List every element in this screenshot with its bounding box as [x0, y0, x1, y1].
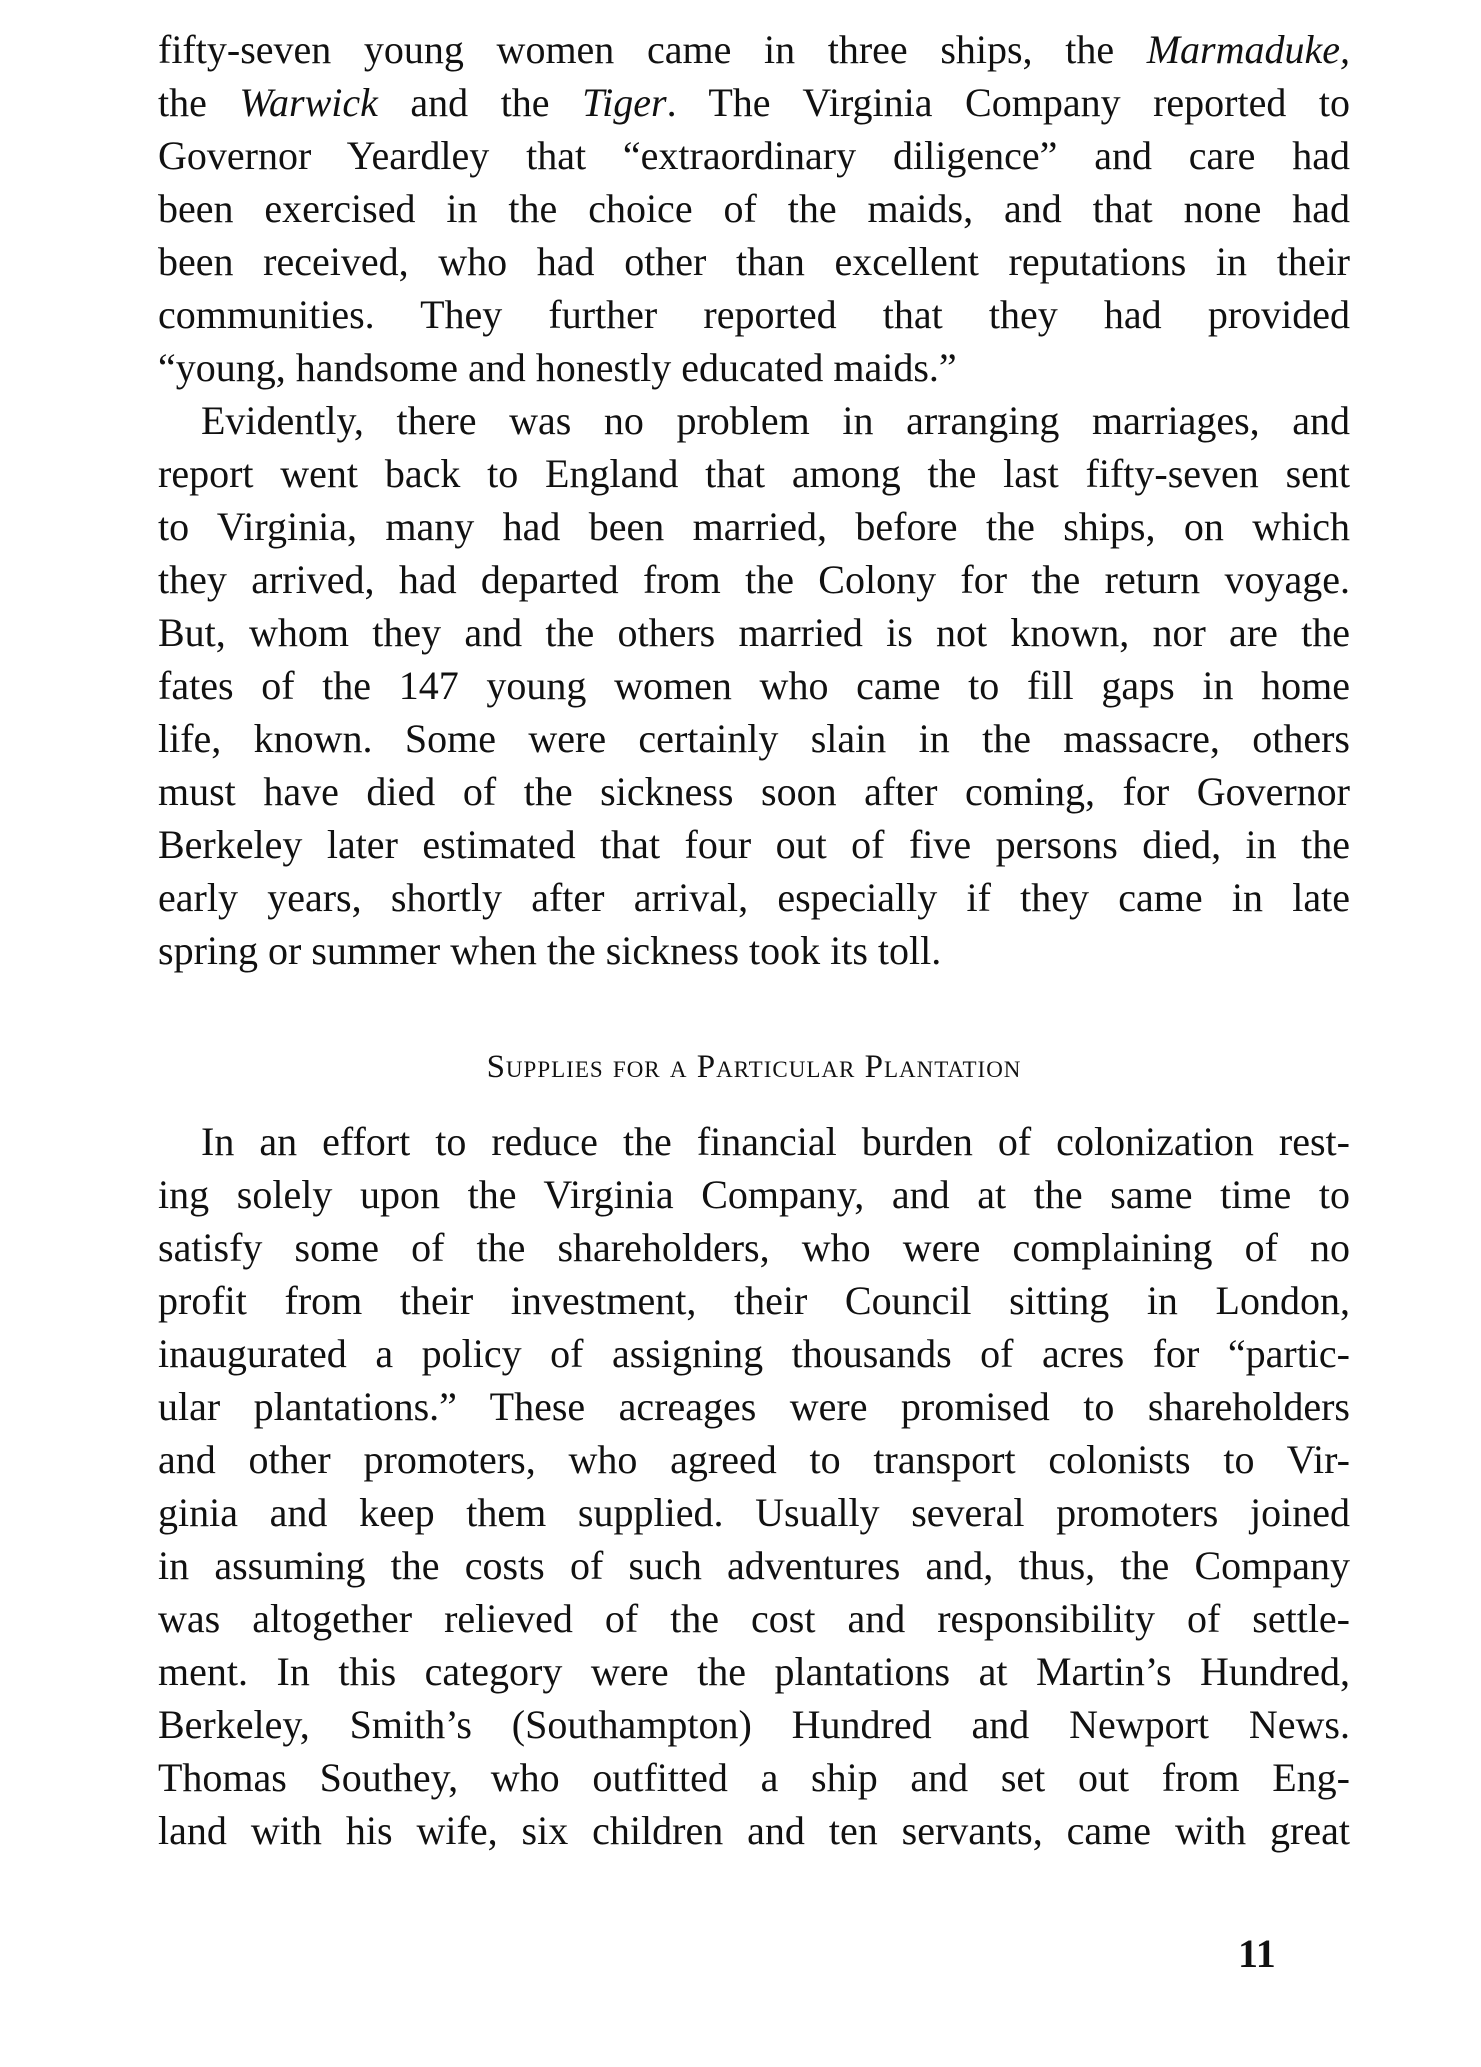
text-run: in assuming the costs of such adventures and, thus, the Company [158, 1543, 1350, 1588]
text-line [158, 765, 1350, 818]
text-line [158, 394, 1350, 447]
text-line [158, 1486, 1350, 1539]
text-line [158, 1221, 1350, 1274]
text-line [158, 1592, 1350, 1645]
text-run: life, known. Some were certainly slain in the massacre, others [158, 716, 1350, 761]
text-run: fates of the 147 young women who came to fill gaps in home [158, 663, 1350, 708]
text-run: ular plantations.” These acreages were promised to shareholders [158, 1384, 1350, 1429]
text-line [158, 1274, 1350, 1327]
text-run: early years, shortly after arrival, especially if they came in late [158, 875, 1350, 920]
paragraph [158, 394, 1350, 977]
text-line [158, 1327, 1350, 1380]
text-run: ment. In this category were the plantations at Martin’s Hundred, [158, 1649, 1350, 1694]
text-line [158, 288, 1350, 341]
text-line [158, 1645, 1350, 1698]
text-line [158, 500, 1350, 553]
text-line [158, 924, 1350, 977]
text-run: Berkeley, Smith’s (Southampton) Hundred and Newport News. [158, 1702, 1350, 1747]
section-heading: Supplies for a Particular Plantation [486, 1049, 1022, 1085]
text-line [158, 129, 1350, 182]
text-run: profit from their investment, their Council sitting in London, [158, 1278, 1350, 1323]
text-run: they arrived, had departed from the Colony for the return voyage. [158, 557, 1350, 602]
text-run: to Virginia, many had been married, before the ships, on which [158, 504, 1350, 549]
text-line [158, 606, 1350, 659]
text-line [158, 659, 1350, 712]
text-run: must have died of the sickness soon after coming, for Governor [158, 769, 1350, 814]
text-run: In an effort to reduce the financial burden of colonization rest- [201, 1119, 1350, 1164]
text-run: But, whom they and the others married is not known, nor are the [158, 610, 1350, 655]
text-run: ing solely upon the Virginia Company, and at the same time to [158, 1172, 1350, 1217]
text-run: report went back to England that among the last fifty-seven sent [158, 451, 1350, 496]
text-line [158, 447, 1350, 500]
text-run: “young, handsome and honestly educated maids.” [158, 345, 957, 390]
text-run: and the [377, 80, 583, 125]
text-run: . The Virginia Company reported to [666, 80, 1351, 125]
paragraph [158, 23, 1350, 394]
text-line [158, 76, 1350, 129]
italic-ship-name: Warwick [239, 80, 378, 125]
text-line [158, 1804, 1350, 1857]
italic-ship-name: Tiger [582, 80, 667, 125]
italic-ship-name: Marmaduke, [1146, 27, 1350, 72]
body-text-after-heading [158, 1115, 1350, 1857]
text-run: Thomas Southey, who outfitted a ship and set out from Eng- [158, 1755, 1350, 1800]
text-run: been received, who had other than excellent reputations in their [158, 239, 1350, 284]
text-line [158, 235, 1350, 288]
text-run: Berkeley later estimated that four out of five persons died, in the [158, 822, 1350, 867]
text-line [158, 818, 1350, 871]
body-text-before-heading [158, 23, 1350, 977]
text-run: satisfy some of the shareholders, who were complaining of no [158, 1225, 1350, 1270]
text-line [158, 182, 1350, 235]
page-number: 11 [1238, 1931, 1276, 1976]
text-run: been exercised in the choice of the maids, and that none had [158, 186, 1350, 231]
text-line [158, 871, 1350, 924]
text-line [158, 1698, 1350, 1751]
page-text [158, 23, 1350, 1857]
text-run: inaugurated a policy of assigning thousands of acres for “partic- [158, 1331, 1350, 1376]
text-line [158, 712, 1350, 765]
text-run: spring or summer when the sickness took its toll. [158, 928, 942, 973]
text-run: was altogether relieved of the cost and responsibility of settle- [158, 1596, 1350, 1641]
text-line [158, 553, 1350, 606]
paragraph [158, 1115, 1350, 1857]
text-line [158, 1539, 1350, 1592]
text-line [158, 1168, 1350, 1221]
text-run: ginia and keep them supplied. Usually several promoters joined [158, 1490, 1350, 1535]
text-run: Evidently, there was no problem in arranging marriages, and [201, 398, 1350, 443]
text-run: and other promoters, who agreed to transport colonists to Vir- [158, 1437, 1350, 1482]
text-line [158, 1433, 1350, 1486]
text-run: communities. They further reported that they had provided [158, 292, 1350, 337]
text-line [158, 1380, 1350, 1433]
text-run: fifty-seven young women came in three ships, the [158, 27, 1147, 72]
text-line [158, 341, 1350, 394]
text-run: Governor Yeardley that “extraordinary diligence” and care had [158, 133, 1350, 178]
text-run: land with his wife, six children and ten servants, came with great [158, 1808, 1350, 1853]
text-line [158, 23, 1350, 76]
text-run: the [158, 80, 240, 125]
text-line [158, 1115, 1350, 1168]
text-line [158, 1751, 1350, 1804]
